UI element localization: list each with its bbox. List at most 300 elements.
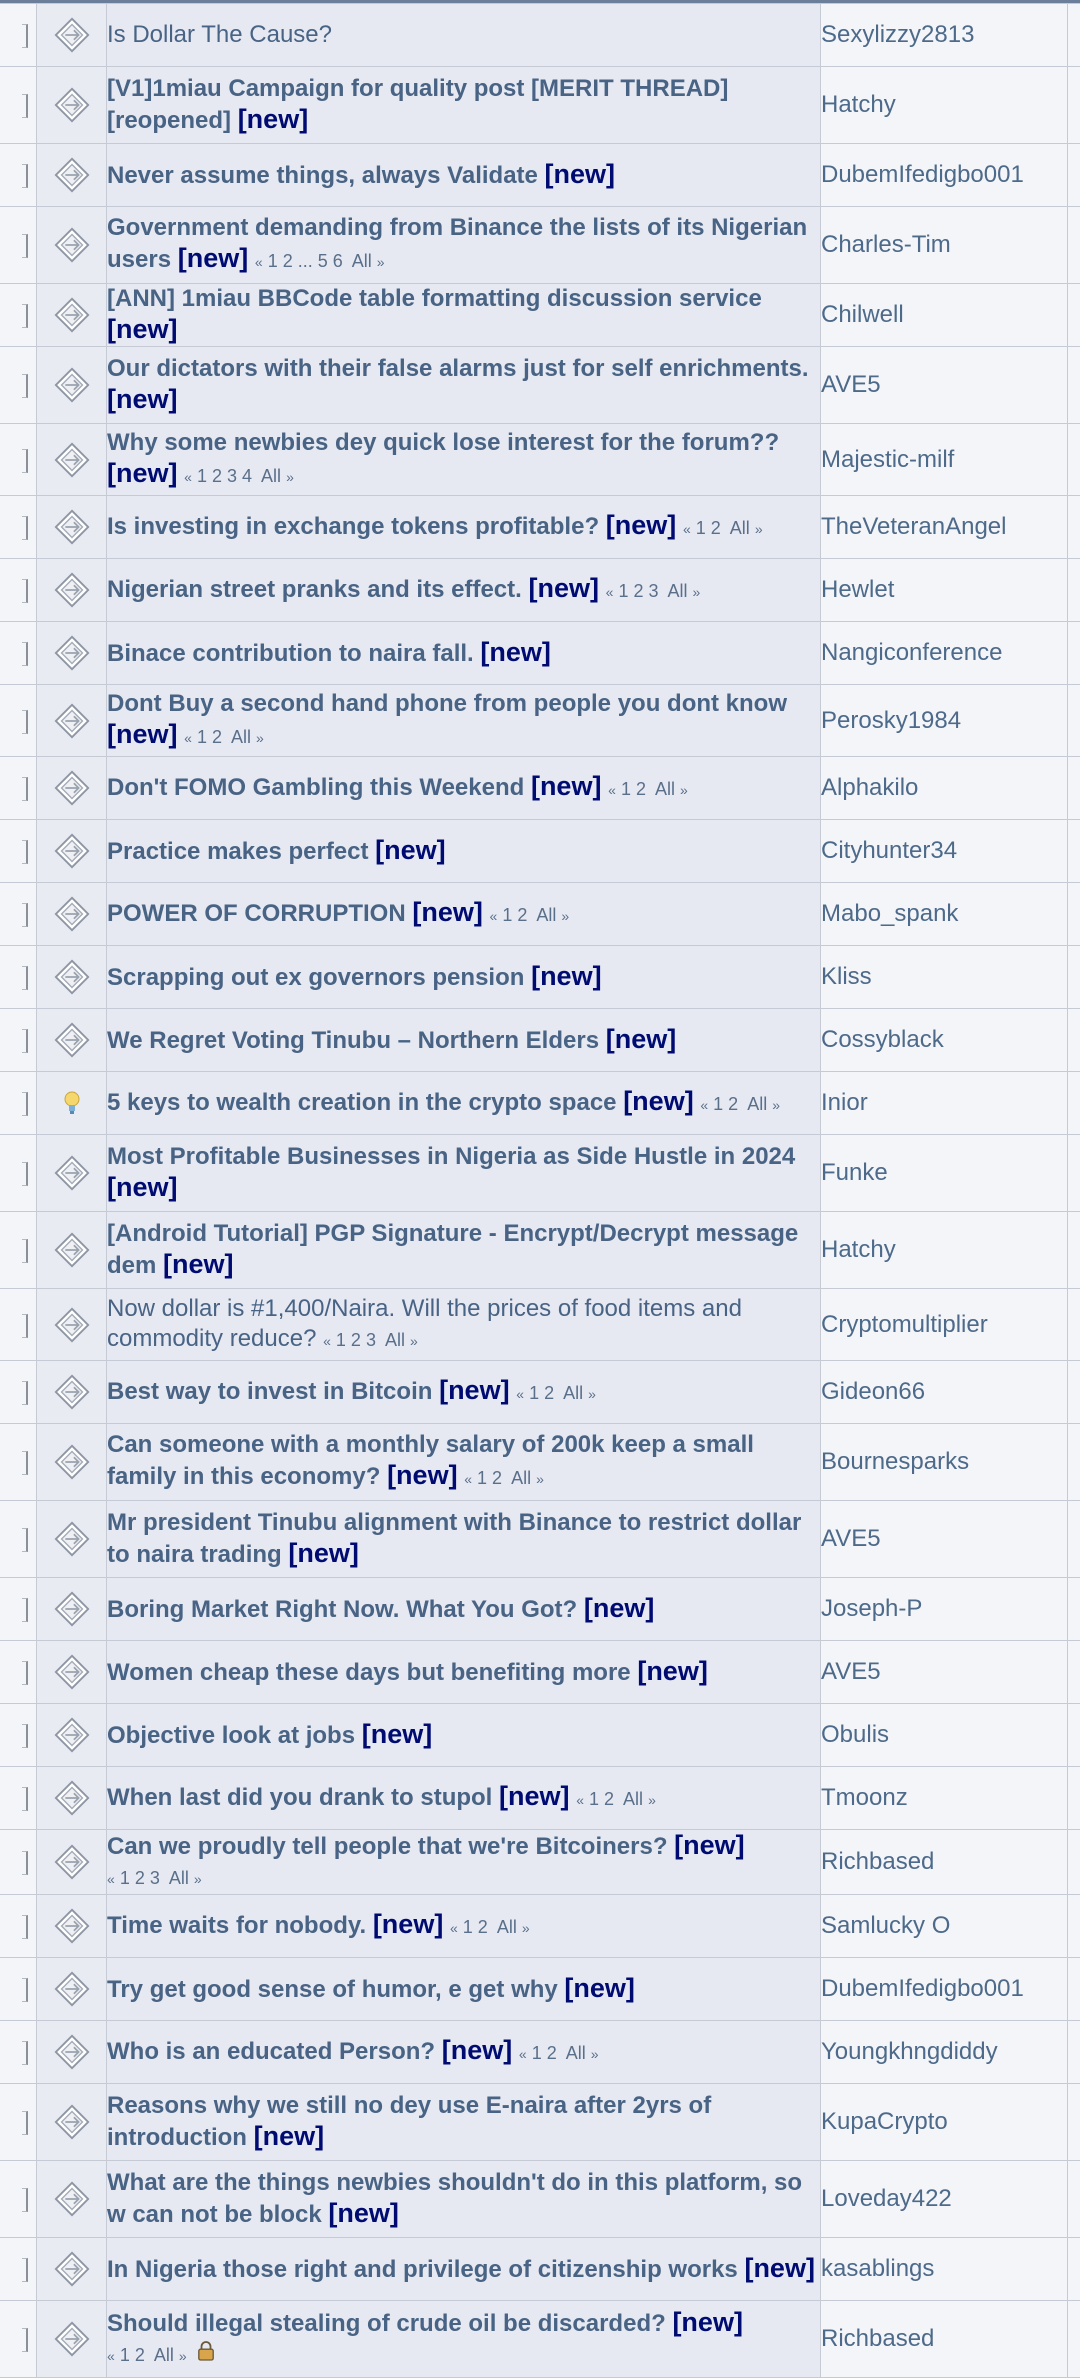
- topic-row: [0, 144, 1080, 207]
- page-links[interactable]: [519, 2043, 599, 2063]
- topic-starter-link[interactable]: Samlucky O: [821, 1895, 1068, 1958]
- topic-title-link[interactable]: Most Profitable Businesses in Nigeria as Side Hustle in 2024: [107, 1143, 795, 1170]
- page-close-quote: »: [588, 1386, 596, 1402]
- new-badge-link[interactable]: [new]: [480, 637, 551, 667]
- new-badge-link[interactable]: [new]: [528, 573, 599, 603]
- topic-starter-link[interactable]: Joseph-P: [821, 1578, 1068, 1641]
- page-links[interactable]: [450, 1917, 530, 1937]
- topic-icon: [53, 2320, 91, 2358]
- topic-title-link[interactable]: We Regret Voting Tinubu – Northern Elders: [107, 1027, 599, 1054]
- topic-starter-link[interactable]: Youngkhngdiddy: [821, 2021, 1068, 2084]
- topic-title-link[interactable]: Boring Market Right Now. What You Got?: [107, 1596, 577, 1623]
- new-badge-link[interactable]: [new]: [107, 719, 178, 749]
- row-marker-cell: [0, 946, 37, 1009]
- topic-subject-cell: [107, 1501, 821, 1578]
- row-marker-cell: [0, 347, 37, 424]
- topic-title-link[interactable]: Time waits for nobody.: [107, 1912, 366, 1939]
- topic-starter-link[interactable]: Richbased: [821, 2301, 1068, 2378]
- new-badge-link[interactable]: [new]: [442, 2035, 513, 2065]
- page-links[interactable]: [184, 466, 294, 486]
- page-numbers[interactable]: 1 2 All: [589, 1789, 643, 1809]
- topic-icon: [53, 1590, 91, 1628]
- topic-starter-link[interactable]: AVE5: [821, 1501, 1068, 1578]
- page-close-quote: »: [410, 1333, 418, 1349]
- page-links[interactable]: [107, 2345, 187, 2365]
- new-badge-link[interactable]: [new]: [531, 771, 602, 801]
- topic-starter-link[interactable]: kasablings: [821, 2238, 1068, 2301]
- topic-subject-cell: [107, 2238, 821, 2301]
- topic-subject-cell: [107, 946, 821, 1009]
- bracket-icon: [22, 1787, 28, 1811]
- topic-icon: [53, 2180, 91, 2218]
- topic-icon: [53, 2250, 91, 2288]
- topic-title-link[interactable]: In Nigeria those right and privilege of citizenship works: [107, 2256, 738, 2283]
- bracket-icon: [22, 1528, 28, 1552]
- topic-row: [0, 946, 1080, 1009]
- replies-cell: [1068, 1641, 1080, 1704]
- page-numbers[interactable]: 1 2 All: [532, 2043, 586, 2063]
- replies-cell: [1068, 1072, 1080, 1135]
- page-numbers[interactable]: 1 2 3 All: [120, 1868, 189, 1888]
- row-marker-cell: [0, 144, 37, 207]
- topic-starter-link[interactable]: Perosky1984: [821, 685, 1068, 757]
- page-numbers[interactable]: 1 2 All: [502, 905, 556, 925]
- topic-title-link[interactable]: Mr president Tinubu alignment with Binance to restrict dollar to naira trading: [107, 1509, 801, 1568]
- topic-icon-cell: [37, 2161, 107, 2238]
- topic-icon-cell: [37, 144, 107, 207]
- topic-subject-cell: [107, 2084, 821, 2161]
- bracket-icon: [22, 840, 28, 864]
- topic-starter-link[interactable]: Cityhunter34: [821, 820, 1068, 883]
- topic-icon: [53, 508, 91, 546]
- topic-starter-link[interactable]: KupaCrypto: [821, 2084, 1068, 2161]
- topic-starter-link[interactable]: Charles-Tim: [821, 207, 1068, 284]
- topic-row: [0, 685, 1080, 757]
- page-links[interactable]: [107, 1868, 202, 1888]
- topic-icon-cell: [37, 1895, 107, 1958]
- replies-cell: [1068, 2084, 1080, 2161]
- page-open-quote: «: [255, 254, 263, 270]
- topic-starter-link[interactable]: Sexylizzy2813: [821, 4, 1068, 67]
- replies-cell: [1068, 1501, 1080, 1578]
- topic-icon-cell: [37, 1135, 107, 1212]
- topic-starter-link[interactable]: Cryptomultiplier: [821, 1289, 1068, 1361]
- bracket-icon: [22, 1162, 28, 1186]
- topic-starter-link[interactable]: DubemIfedigbo001: [821, 1958, 1068, 2021]
- topic-starter-link[interactable]: Hatchy: [821, 1212, 1068, 1289]
- page-numbers[interactable]: 1 2 All: [713, 1094, 767, 1114]
- topic-starter-link[interactable]: Bournesparks: [821, 1424, 1068, 1501]
- lightbulb-icon: [63, 1090, 81, 1116]
- topic-title-link[interactable]: Government demanding from Binance the lists of its Nigerian users: [107, 214, 807, 273]
- row-marker-cell: [0, 1895, 37, 1958]
- topic-title-link[interactable]: Reasons why we still no dey use E-naira after 2yrs of introduction: [107, 2092, 711, 2151]
- topic-title-link[interactable]: [Android Tutorial] PGP Signature - Encrypt/Decrypt message dem: [107, 1220, 798, 1279]
- topic-icon: [53, 1231, 91, 1269]
- topic-icon-cell: [37, 67, 107, 144]
- page-links[interactable]: [184, 727, 264, 747]
- new-badge-link[interactable]: [new]: [373, 1909, 444, 1939]
- bracket-icon: [22, 516, 28, 540]
- topic-subject-cell: [107, 1424, 821, 1501]
- bracket-icon: [22, 777, 28, 801]
- bracket-icon: [22, 903, 28, 927]
- topic-row: [0, 347, 1080, 424]
- new-badge-link[interactable]: [new]: [584, 1593, 655, 1623]
- topic-row: [0, 496, 1080, 559]
- bracket-icon: [22, 1451, 28, 1475]
- topic-subject-cell: [107, 820, 821, 883]
- topic-icon-cell: [37, 2021, 107, 2084]
- topic-starter-link[interactable]: Cossyblack: [821, 1009, 1068, 1072]
- bracket-icon: [22, 710, 28, 734]
- new-badge-link[interactable]: [new]: [623, 1086, 694, 1116]
- page-links[interactable]: [700, 1094, 780, 1114]
- page-open-quote: «: [606, 584, 614, 600]
- topic-starter-link[interactable]: Nangiconference: [821, 622, 1068, 685]
- topic-title-link[interactable]: POWER OF CORRUPTION: [107, 900, 406, 927]
- page-open-quote: «: [107, 2348, 115, 2364]
- topic-starter-link[interactable]: Gideon66: [821, 1361, 1068, 1424]
- page-numbers[interactable]: 1 2 All: [463, 1917, 517, 1937]
- page-close-quote: »: [377, 254, 385, 270]
- page-links[interactable]: [683, 518, 763, 538]
- bracket-icon: [22, 1239, 28, 1263]
- new-badge-link[interactable]: [new]: [238, 104, 309, 134]
- bracket-icon: [22, 2258, 28, 2282]
- page-close-quote: »: [755, 521, 763, 537]
- topic-title-link[interactable]: Never assume things, always Validate: [107, 162, 538, 189]
- page-close-quote: »: [680, 782, 688, 798]
- topic-subject-cell: [107, 2161, 821, 2238]
- row-marker-cell: [0, 1009, 37, 1072]
- page-numbers[interactable]: 1 2 All: [120, 2345, 174, 2365]
- new-badge-link[interactable]: [new]: [531, 961, 602, 991]
- topic-starter-link[interactable]: AVE5: [821, 1641, 1068, 1704]
- topic-title-link[interactable]: Best way to invest in Bitcoin: [107, 1378, 432, 1405]
- page-numbers[interactable]: 1 2 3 4 All: [197, 466, 281, 486]
- topic-icon: [53, 441, 91, 479]
- bracket-icon: [22, 1029, 28, 1053]
- topic-title-link[interactable]: Nigerian street pranks and its effect.: [107, 576, 522, 603]
- topic-title-link[interactable]: Don't FOMO Gambling this Weekend: [107, 774, 524, 801]
- topic-starter-link[interactable]: TheVeteranAngel: [821, 496, 1068, 559]
- topic-subject-cell: [107, 622, 821, 685]
- topic-row: [0, 1704, 1080, 1767]
- topic-subject-cell: [107, 1289, 821, 1361]
- topic-title-link[interactable]: Women cheap these days but benefiting more: [107, 1659, 631, 1686]
- topic-icon: [53, 156, 91, 194]
- new-badge-link[interactable]: [new]: [564, 1973, 635, 2003]
- bracket-icon: [22, 1661, 28, 1685]
- row-marker-cell: [0, 559, 37, 622]
- topic-subject-cell: [107, 2021, 821, 2084]
- new-badge-link[interactable]: [new]: [254, 2121, 325, 2151]
- new-badge-link[interactable]: [new]: [107, 384, 178, 414]
- topic-starter-link[interactable]: Hewlet: [821, 559, 1068, 622]
- replies-cell: [1068, 4, 1080, 67]
- new-badge-link[interactable]: [new]: [672, 2307, 743, 2337]
- topic-row: [0, 1578, 1080, 1641]
- topic-icon: [53, 1970, 91, 2008]
- replies-cell: [1068, 820, 1080, 883]
- topic-icon-cell: [37, 4, 107, 67]
- new-badge-link[interactable]: [new]: [499, 1781, 570, 1811]
- topic-row: [0, 1830, 1080, 1895]
- bracket-icon: [22, 1598, 28, 1622]
- topic-starter-link[interactable]: Majestic-milf: [821, 424, 1068, 496]
- topic-subject-cell: [107, 1895, 821, 1958]
- topic-icon: [53, 366, 91, 404]
- topic-icon: [53, 1907, 91, 1945]
- topic-subject-cell: [107, 2301, 821, 2378]
- bracket-icon: [22, 449, 28, 473]
- row-marker-cell: [0, 1578, 37, 1641]
- page-links[interactable]: [516, 1383, 596, 1403]
- topic-title-link[interactable]: Our dictators with their false alarms just for self enrichments.: [107, 355, 809, 382]
- topic-title-link[interactable]: Should illegal stealing of crude oil be discarded?: [107, 2310, 666, 2337]
- page-links[interactable]: [464, 1468, 544, 1488]
- bracket-icon: [22, 2188, 28, 2212]
- topic-subject-cell: [107, 207, 821, 284]
- topic-icon: [53, 86, 91, 124]
- row-marker-cell: [0, 4, 37, 67]
- topic-title-link[interactable]: Is investing in exchange tokens profitable?: [107, 513, 599, 540]
- new-badge-link[interactable]: [new]: [178, 243, 249, 273]
- page-numbers[interactable]: 1 2 All: [696, 518, 750, 538]
- new-badge-link[interactable]: [new]: [362, 1719, 433, 1749]
- row-marker-cell: [0, 207, 37, 284]
- new-badge-link[interactable]: [new]: [107, 1172, 178, 1202]
- page-close-quote: »: [256, 730, 264, 746]
- page-links[interactable]: [576, 1789, 656, 1809]
- page-links[interactable]: [608, 779, 688, 799]
- topic-title-link[interactable]: Objective look at jobs: [107, 1722, 355, 1749]
- new-badge-link[interactable]: [new]: [107, 458, 178, 488]
- topic-starter-link[interactable]: AVE5: [821, 347, 1068, 424]
- row-marker-cell: [0, 1072, 37, 1135]
- topic-starter-link[interactable]: Obulis: [821, 1704, 1068, 1767]
- topic-title-link[interactable]: Is Dollar The Cause?: [107, 21, 332, 48]
- topic-icon-cell: [37, 559, 107, 622]
- page-open-quote: «: [576, 1792, 584, 1808]
- replies-cell: [1068, 284, 1080, 347]
- new-badge-link[interactable]: [new]: [674, 1830, 745, 1860]
- topic-title-link[interactable]: [V1]1miau Campaign for quality post [MERIT THREAD][reopened]: [107, 75, 728, 134]
- topic-icon-cell: [37, 1767, 107, 1830]
- topic-row: [0, 1135, 1080, 1212]
- new-badge-link[interactable]: [new]: [328, 2198, 399, 2228]
- page-links[interactable]: [606, 581, 701, 601]
- topic-icon-cell: [37, 622, 107, 685]
- replies-cell: [1068, 883, 1080, 946]
- bracket-icon: [22, 1851, 28, 1875]
- topic-icon: [53, 1443, 91, 1481]
- topic-title-link[interactable]: Who is an educated Person?: [107, 2038, 435, 2065]
- topic-title-link[interactable]: Scrapping out ex governors pension: [107, 964, 524, 991]
- topic-row: [0, 1009, 1080, 1072]
- topic-icon: [53, 634, 91, 672]
- replies-cell: [1068, 1895, 1080, 1958]
- replies-cell: [1068, 1289, 1080, 1361]
- new-badge-link[interactable]: [new]: [637, 1656, 708, 1686]
- page-close-quote: »: [591, 2046, 599, 2062]
- topic-starter-link[interactable]: Richbased: [821, 1830, 1068, 1895]
- topic-title-link[interactable]: Try get good sense of humor, e get why: [107, 1976, 558, 2003]
- topic-title-link[interactable]: Can we proudly tell people that we're Bitcoiners?: [107, 1833, 667, 1860]
- page-numbers[interactable]: 1 2 ... 5 6 All: [268, 251, 372, 271]
- topic-starter-link[interactable]: Tmoonz: [821, 1767, 1068, 1830]
- row-marker-cell: [0, 1958, 37, 2021]
- row-marker-cell: [0, 622, 37, 685]
- bracket-icon: [22, 2111, 28, 2135]
- topic-starter-link[interactable]: Funke: [821, 1135, 1068, 1212]
- topic-row: [0, 1289, 1080, 1361]
- topic-icon: [53, 296, 91, 334]
- replies-cell: [1068, 207, 1080, 284]
- topic-icon-cell: [37, 757, 107, 820]
- replies-cell: [1068, 1212, 1080, 1289]
- topic-title-link[interactable]: Can someone with a monthly salary of 200k keep a small family in this economy?: [107, 1431, 754, 1490]
- topic-subject-cell: [107, 347, 821, 424]
- new-badge-link[interactable]: [new]: [606, 510, 677, 540]
- topic-row: [0, 284, 1080, 347]
- new-badge-link[interactable]: [new]: [387, 1460, 458, 1490]
- topic-starter-link[interactable]: Inior: [821, 1072, 1068, 1135]
- topic-icon: [53, 571, 91, 609]
- topic-starter-link[interactable]: Chilwell: [821, 284, 1068, 347]
- new-badge-link[interactable]: [new]: [439, 1375, 510, 1405]
- topic-icon: [53, 2033, 91, 2071]
- page-open-quote: «: [184, 469, 192, 485]
- topic-subject-cell: [107, 67, 821, 144]
- topic-subject-cell: [107, 1704, 821, 1767]
- page-numbers[interactable]: 1 2 All: [197, 727, 251, 747]
- page-numbers[interactable]: 1 2 3 All: [618, 581, 687, 601]
- page-numbers[interactable]: 1 2 All: [529, 1383, 583, 1403]
- bracket-icon: [22, 1724, 28, 1748]
- topic-row: [0, 757, 1080, 820]
- row-marker-cell: [0, 284, 37, 347]
- topic-row: [0, 883, 1080, 946]
- topic-starter-link[interactable]: Hatchy: [821, 67, 1068, 144]
- topic-row: [0, 1424, 1080, 1501]
- topic-row: [0, 559, 1080, 622]
- topic-title-link[interactable]: What are the things newbies shouldn't do in this platform, so w can not be block: [107, 2169, 802, 2228]
- topic-icon-cell: [37, 207, 107, 284]
- topic-icon: [53, 895, 91, 933]
- topic-icon-cell: [37, 2301, 107, 2378]
- replies-cell: [1068, 1135, 1080, 1212]
- replies-cell: [1068, 496, 1080, 559]
- row-marker-cell: [0, 1212, 37, 1289]
- topic-title-link[interactable]: Binace contribution to naira fall.: [107, 640, 474, 667]
- topic-icon-cell: [37, 883, 107, 946]
- bracket-icon: [22, 234, 28, 258]
- page-open-quote: «: [700, 1097, 708, 1113]
- new-badge-link[interactable]: [new]: [163, 1249, 234, 1279]
- topic-row: [0, 1212, 1080, 1289]
- page-links[interactable]: [255, 251, 385, 271]
- topic-starter-link[interactable]: Loveday422: [821, 2161, 1068, 2238]
- replies-cell: [1068, 1009, 1080, 1072]
- topic-title-link[interactable]: When last did you drank to stupol: [107, 1784, 492, 1811]
- topic-icon: [53, 958, 91, 996]
- topic-starter-link[interactable]: Kliss: [821, 946, 1068, 1009]
- topic-subject-cell: [107, 1830, 821, 1895]
- topic-icon: [53, 1021, 91, 1059]
- topic-row: [0, 1895, 1080, 1958]
- topic-title-link[interactable]: [ANN] 1miau BBCode table formatting discussion service: [107, 285, 762, 312]
- topic-icon-cell: [37, 1212, 107, 1289]
- replies-cell: [1068, 2021, 1080, 2084]
- bracket-icon: [22, 304, 28, 328]
- topic-icon-cell: [37, 1289, 107, 1361]
- topic-row: [0, 424, 1080, 496]
- new-badge-link[interactable]: [new]: [288, 1538, 359, 1568]
- row-marker-cell: [0, 1501, 37, 1578]
- topic-title-link[interactable]: 5 keys to wealth creation in the crypto space: [107, 1089, 617, 1116]
- topic-icon-cell: [37, 1072, 107, 1135]
- topic-starter-link[interactable]: Alphakilo: [821, 757, 1068, 820]
- topic-row: [0, 2021, 1080, 2084]
- topic-icon-cell: [37, 2084, 107, 2161]
- new-badge-link[interactable]: [new]: [606, 1024, 677, 1054]
- topic-icon-cell: [37, 1424, 107, 1501]
- new-badge-link[interactable]: [new]: [107, 314, 178, 344]
- page-open-quote: «: [608, 782, 616, 798]
- topic-starter-link[interactable]: DubemIfedigbo001: [821, 144, 1068, 207]
- topic-subject-cell: [107, 1212, 821, 1289]
- page-open-quote: «: [107, 1871, 115, 1887]
- topic-icon-cell: [37, 496, 107, 559]
- new-badge-link[interactable]: [new]: [375, 835, 446, 865]
- page-close-quote: »: [648, 1792, 656, 1808]
- bracket-icon: [22, 374, 28, 398]
- topic-subject-cell: [107, 1767, 821, 1830]
- page-links[interactable]: [323, 1330, 418, 1350]
- topic-starter-link[interactable]: Mabo_spank: [821, 883, 1068, 946]
- new-badge-link[interactable]: [new]: [744, 2253, 815, 2283]
- replies-cell: [1068, 685, 1080, 757]
- topic-subject-cell: [107, 144, 821, 207]
- topic-row: [0, 1501, 1080, 1578]
- topic-title-link[interactable]: Now dollar is #1,400/Naira. Will the prices of food items and commodity reduce?: [107, 1295, 742, 1352]
- topic-row: [0, 2084, 1080, 2161]
- topic-title-link[interactable]: Practice makes perfect: [107, 838, 369, 865]
- topic-title-link[interactable]: Why some newbies dey quick lose interest for the forum??: [107, 429, 779, 456]
- topic-title-link[interactable]: Dont Buy a second hand phone from people you dont know: [107, 690, 787, 717]
- row-marker-cell: [0, 1704, 37, 1767]
- topic-icon: [53, 702, 91, 740]
- topic-icon: [53, 2103, 91, 2141]
- topic-icon: [53, 1520, 91, 1558]
- topic-subject-cell: [107, 685, 821, 757]
- page-numbers[interactable]: 1 2 All: [477, 1468, 531, 1488]
- page-numbers[interactable]: 1 2 All: [621, 779, 675, 799]
- page-numbers[interactable]: 1 2 3 All: [336, 1330, 405, 1350]
- bracket-icon: [22, 24, 28, 48]
- bracket-icon: [22, 1381, 28, 1405]
- new-badge-link[interactable]: [new]: [412, 897, 483, 927]
- topic-icon: [53, 1779, 91, 1817]
- new-badge-link[interactable]: [new]: [545, 159, 616, 189]
- page-close-quote: »: [693, 584, 701, 600]
- topic-row: [0, 67, 1080, 144]
- topic-row: [0, 1361, 1080, 1424]
- page-links[interactable]: [490, 905, 570, 925]
- row-marker-cell: [0, 757, 37, 820]
